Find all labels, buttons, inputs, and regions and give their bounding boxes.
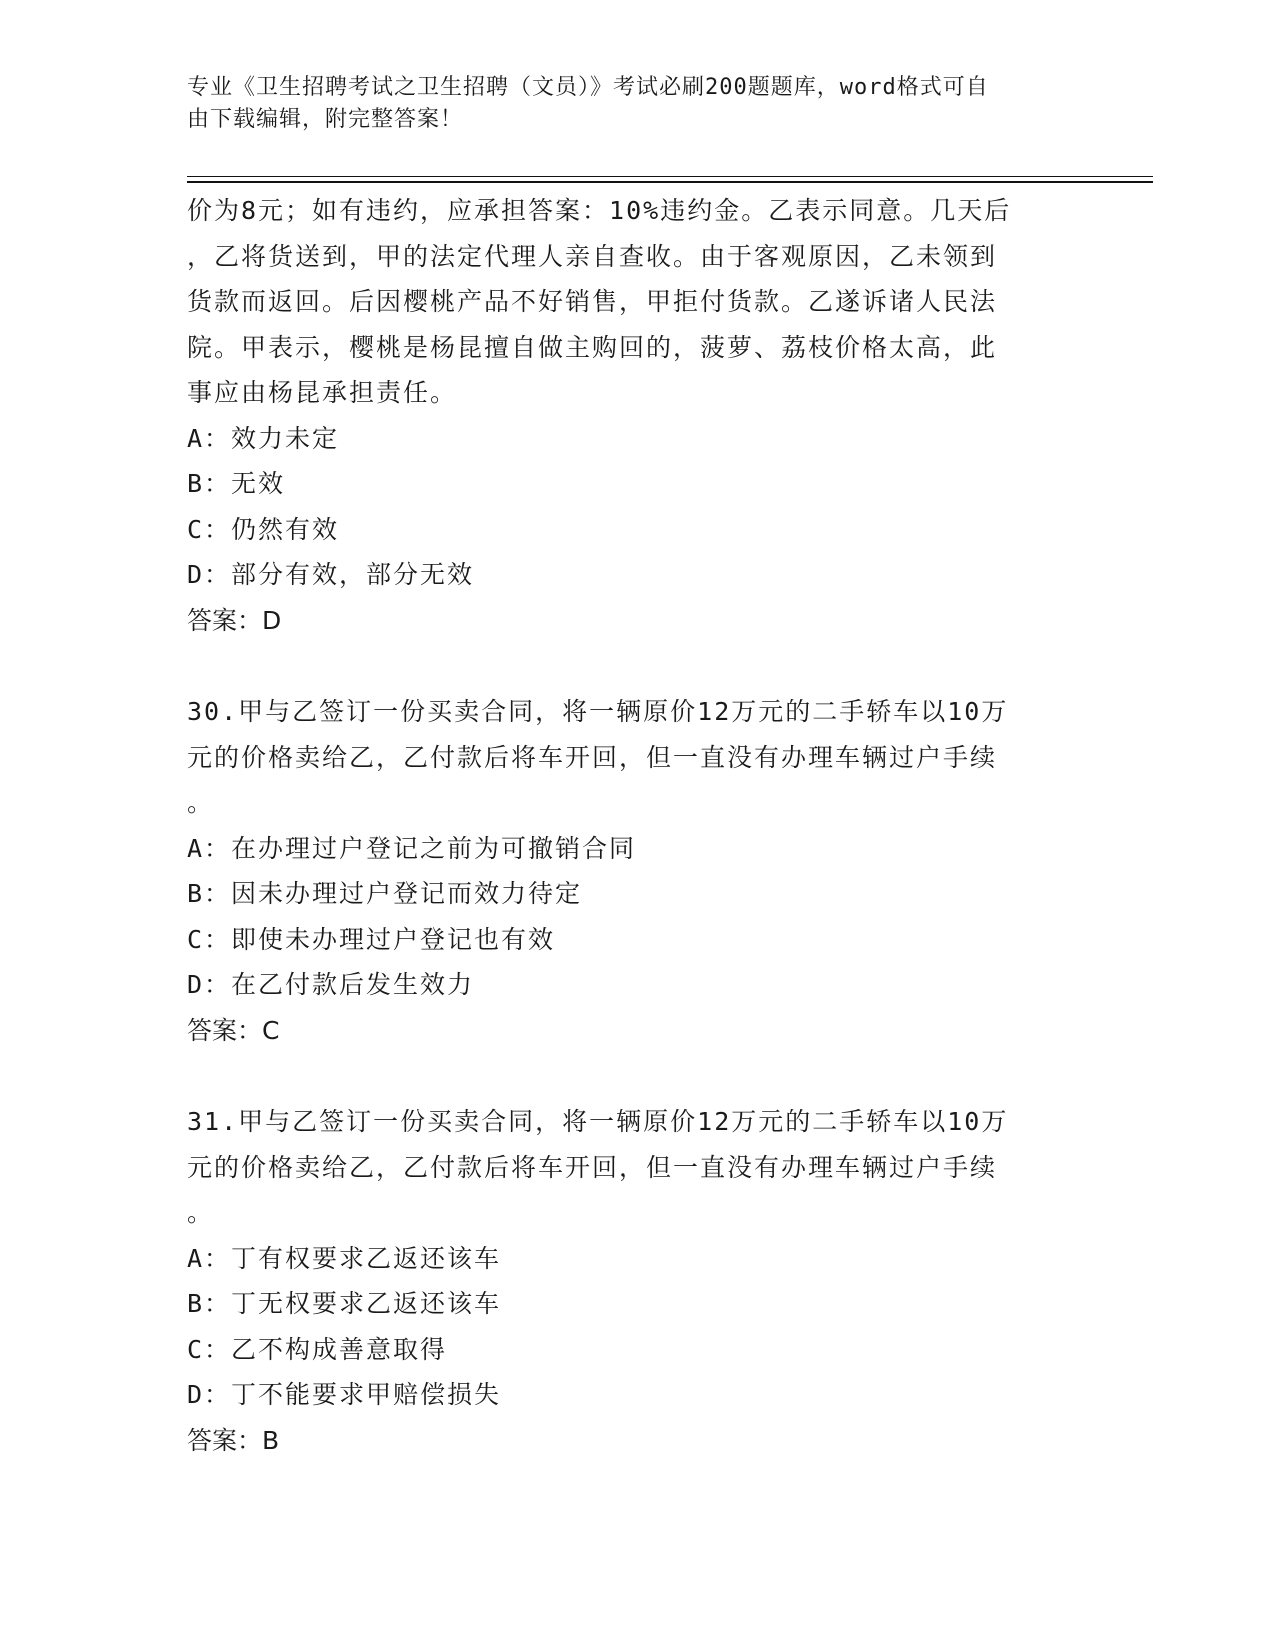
option-a: A：丁有权要求乙返还该车 — [187, 1243, 502, 1273]
option-b: B：丁无权要求乙返还该车 — [187, 1289, 502, 1318]
header-divider-bottom — [187, 181, 1153, 183]
stem-line: ，乙将货送到，甲的法定代理人亲自查收。由于客观原因，乙未领到 — [187, 241, 998, 271]
answer-line: 答案：C — [187, 1015, 280, 1045]
stem-line: 。 — [187, 788, 215, 817]
header-divider-top — [187, 176, 1153, 177]
stem-line: 。 — [187, 1198, 215, 1227]
option-c: C：即使未办理过户登记也有效 — [187, 924, 556, 954]
option-d: D：部分有效，部分无效 — [187, 560, 475, 589]
option-d: D：在乙付款后发生效力 — [187, 970, 475, 999]
option-b: B：因未办理过户登记而效力待定 — [187, 879, 583, 908]
stem-line: 元的价格卖给乙，乙付款后将车开回，但一直没有办理车辆过户手续 — [187, 742, 998, 772]
answer-line: 答案：B — [187, 1425, 280, 1455]
stem-line: 元的价格卖给乙，乙付款后将车开回，但一直没有办理车辆过户手续 — [187, 1152, 998, 1182]
question-continued — [187, 188, 1067, 643]
document-body — [187, 188, 1067, 1463]
stem-line: 事应由杨昆承担责任。 — [187, 378, 458, 407]
option-c: C：乙不构成善意取得 — [187, 1334, 448, 1364]
stem-line: 院。甲表示，樱桃是杨昆擅自做主购回的，菠萝、荔枝价格太高，此 — [187, 332, 998, 362]
option-d: D：丁不能要求甲赔偿损失 — [187, 1380, 502, 1409]
answer-line: 答案：D — [187, 605, 282, 635]
option-a: A：在办理过户登记之前为可撤销合同 — [187, 833, 637, 863]
stem-line: 30.甲与乙签订一份买卖合同，将一辆原价12万元的二手轿车以10万 — [187, 697, 1009, 726]
stem-line: 31.甲与乙签订一份买卖合同，将一辆原价12万元的二手轿车以10万 — [187, 1107, 1009, 1136]
question-30 — [187, 689, 1067, 1053]
question-stem — [187, 188, 1067, 416]
stem-line: 货款而返回。后因樱桃产品不好销售，甲拒付货款。乙遂诉诸人民法 — [187, 287, 998, 316]
option-a: A：效力未定 — [187, 423, 340, 453]
question-stem — [187, 689, 1067, 826]
option-c: C：仍然有效 — [187, 514, 340, 544]
question-31 — [187, 1099, 1067, 1463]
page-header — [187, 72, 1067, 136]
header-line-1: 专业《卫生招聘考试之卫生招聘（文员）》考试必刷200题题库，word格式可自 — [187, 75, 989, 100]
stem-line: 价为8元；如有违约，应承担答案：10%违约金。乙表示同意。几天后 — [187, 196, 1012, 225]
header-line-2: 由下载编辑，附完整答案！ — [187, 107, 464, 132]
option-b: B：无效 — [187, 469, 286, 498]
question-stem — [187, 1099, 1067, 1236]
